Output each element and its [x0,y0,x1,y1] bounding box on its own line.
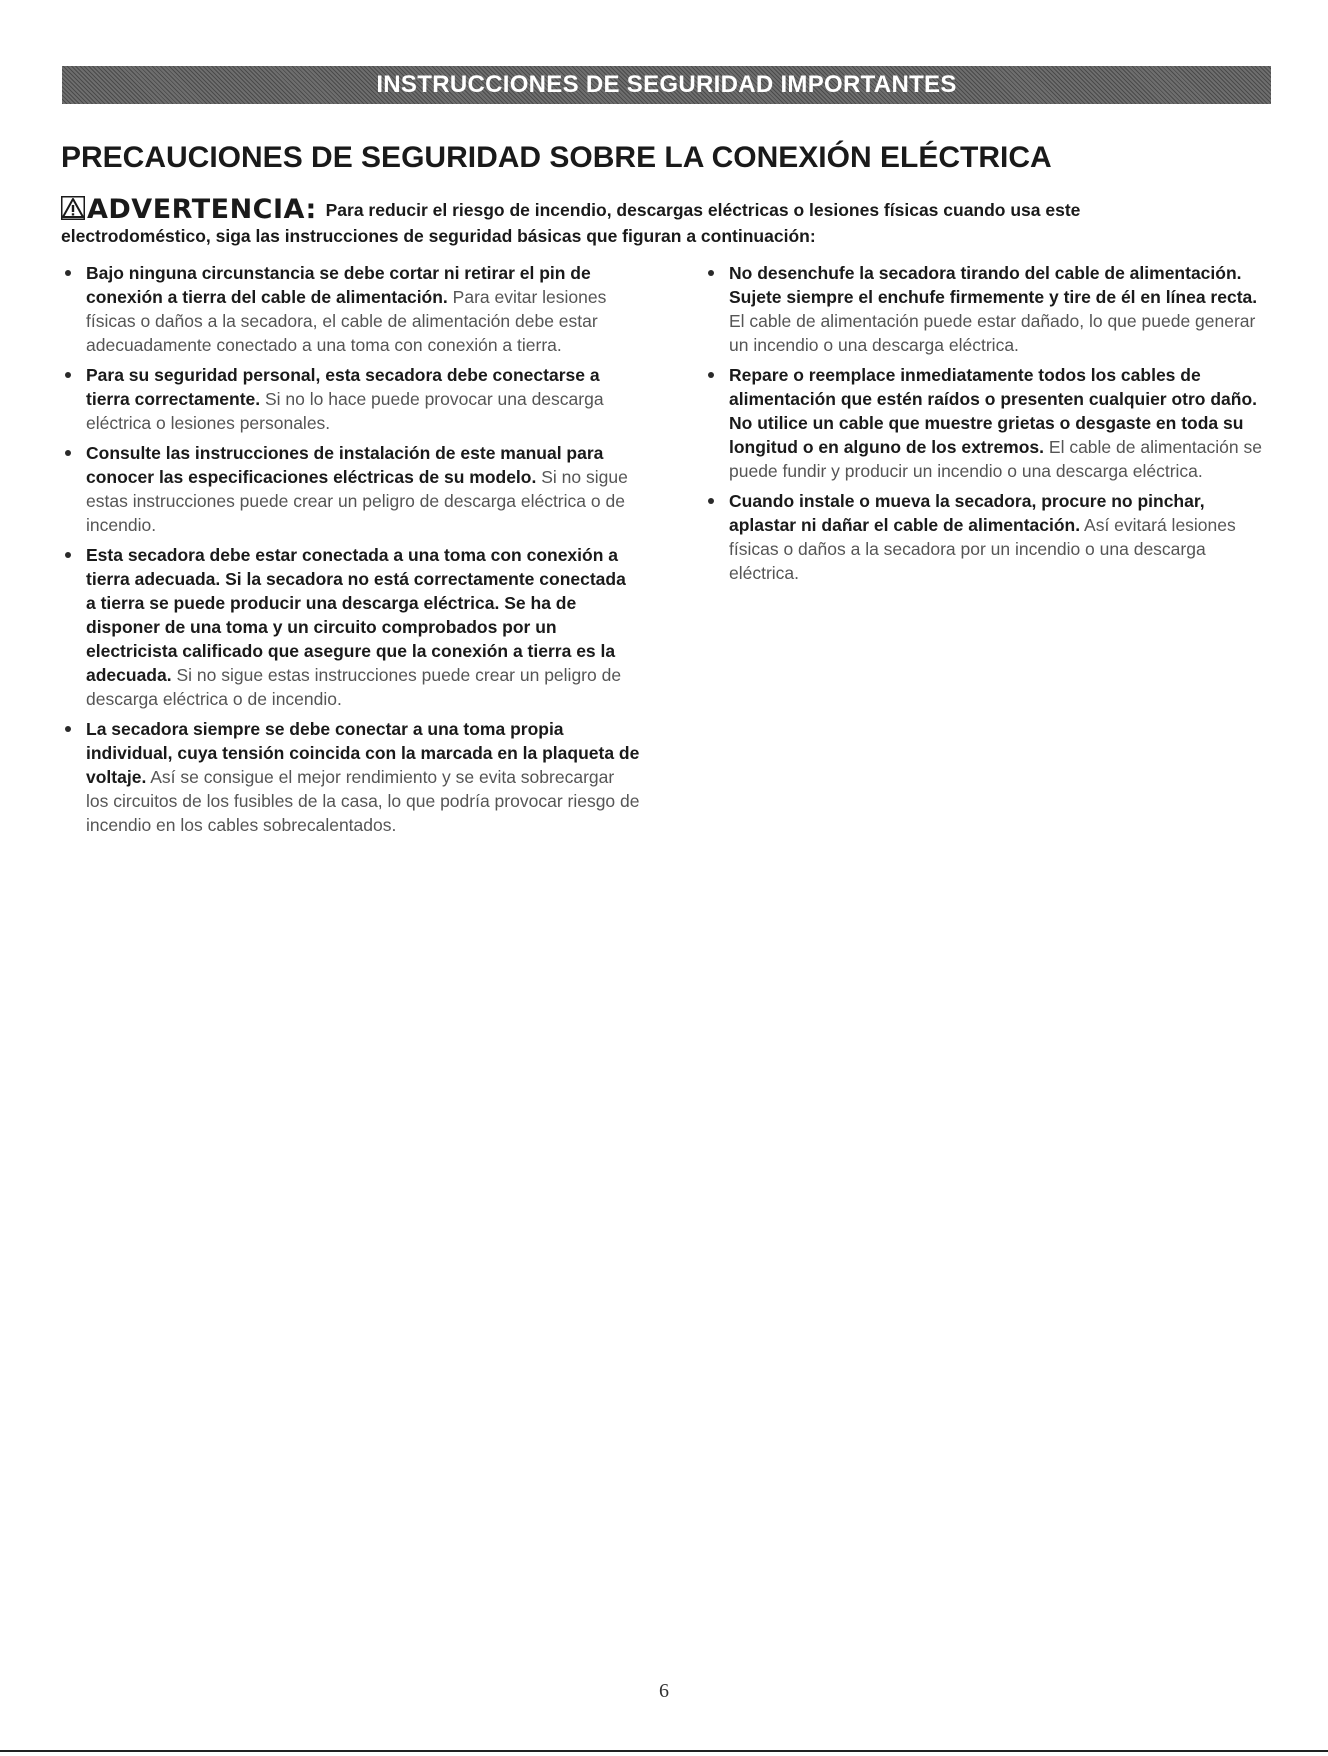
item-bold-text: No desenchufe la secadora tirando del cable de alimentación. Sujete siempre el enchufe firmemente y tire de él en línea recta. [729,263,1258,307]
item-body-text: Si no sigue estas instrucciones puede crear un peligro de descarga eléctrica o de incendio. [86,467,628,535]
list-item [62,363,640,435]
page-number: 6 [659,1680,669,1702]
list-item [62,441,640,537]
warning-triangle-icon [61,196,85,225]
banner-title: INSTRUCCIONES DE SEGURIDAD IMPORTANTES [376,71,957,98]
warning-block [61,196,1221,247]
bottom-rule [0,1750,1328,1752]
item-bold-text: Bajo ninguna circunstancia se debe cortar ni retirar el pin de conexión a tierra del cable de alimentación. [86,263,591,307]
right-column-list [705,261,1275,591]
item-body-text: El cable de alimentación se puede fundir y producir un incendio o una descarga eléctrica. [729,437,1262,481]
left-column-list [62,261,640,843]
list-item [62,717,640,837]
item-bold-text: Consulte las instrucciones de instalación de este manual para conocer las especificaciones eléctricas de su modelo. [86,443,604,487]
list-item [62,543,640,711]
list-item [705,363,1275,483]
item-body-text: Si no lo hace puede provocar una descarga eléctrica o lesiones personales. [86,389,604,433]
item-bold-text: Para su seguridad personal, esta secadora debe conectarse a tierra correctamente. [86,365,600,409]
warning-label: ADVERTENCIA: [87,194,317,225]
item-bold-text: Esta secadora debe estar conectada a una toma con conexión a tierra adecuada. Si la secadora no está correctamente conectada a tierra se puede producir una descarga eléctrica. Se ha de disponer de una toma y un circuito comprobados por un electricista calificado que asegure que la conexión a tierra es la adecuada. [86,545,626,685]
item-body-text: El cable de alimentación puede estar dañado, lo que puede generar un incendio o una descarga eléctrica. [729,311,1256,355]
item-bold-text: Repare o reemplace inmediatamente todos los cables de alimentación que estén raídos o presenten cualquier otro daño. No utilice un cable que muestre grietas o desgaste en toda su longitud o en alguno de los extremos. [729,365,1258,457]
list-item [62,261,640,357]
item-body-text: Así se consigue el mejor rendimiento y se evita sobrecargar los circuitos de los fusibles de la casa, lo que podría provocar riesgo de incendio en los cables sobrecalentados. [86,767,640,835]
item-body-text: Para evitar lesiones físicas o daños a la secadora, el cable de alimentación debe estar adecuadamente conectado a una toma con conexión a tierra. [86,287,607,355]
header-banner [62,66,1271,104]
list-item [705,261,1275,357]
section-title: PRECAUCIONES DE SEGURIDAD SOBRE LA CONEXIÓN ELÉCTRICA [61,141,1052,174]
item-body-text: Así evitará lesiones físicas o daños a la secadora por un incendio o una descarga eléctrica. [729,515,1236,583]
item-bold-text: La secadora siempre se debe conectar a una toma propia individual, cuya tensión coincida con la marcada en la plaqueta de voltaje. [86,719,640,787]
item-bold-text: Cuando instale o mueva la secadora, procure no pinchar, aplastar ni dañar el cable de alimentación. [729,491,1205,535]
list-item [705,489,1275,585]
warning-text: Para reducir el riesgo de incendio, descargas eléctricas o lesiones físicas cuando usa este electrodoméstico, siga las instrucciones de seguridad básicas que figuran a continuación: [61,200,1081,246]
item-body-text: Si no sigue estas instrucciones puede crear un peligro de descarga eléctrica o de incendio. [86,665,622,709]
